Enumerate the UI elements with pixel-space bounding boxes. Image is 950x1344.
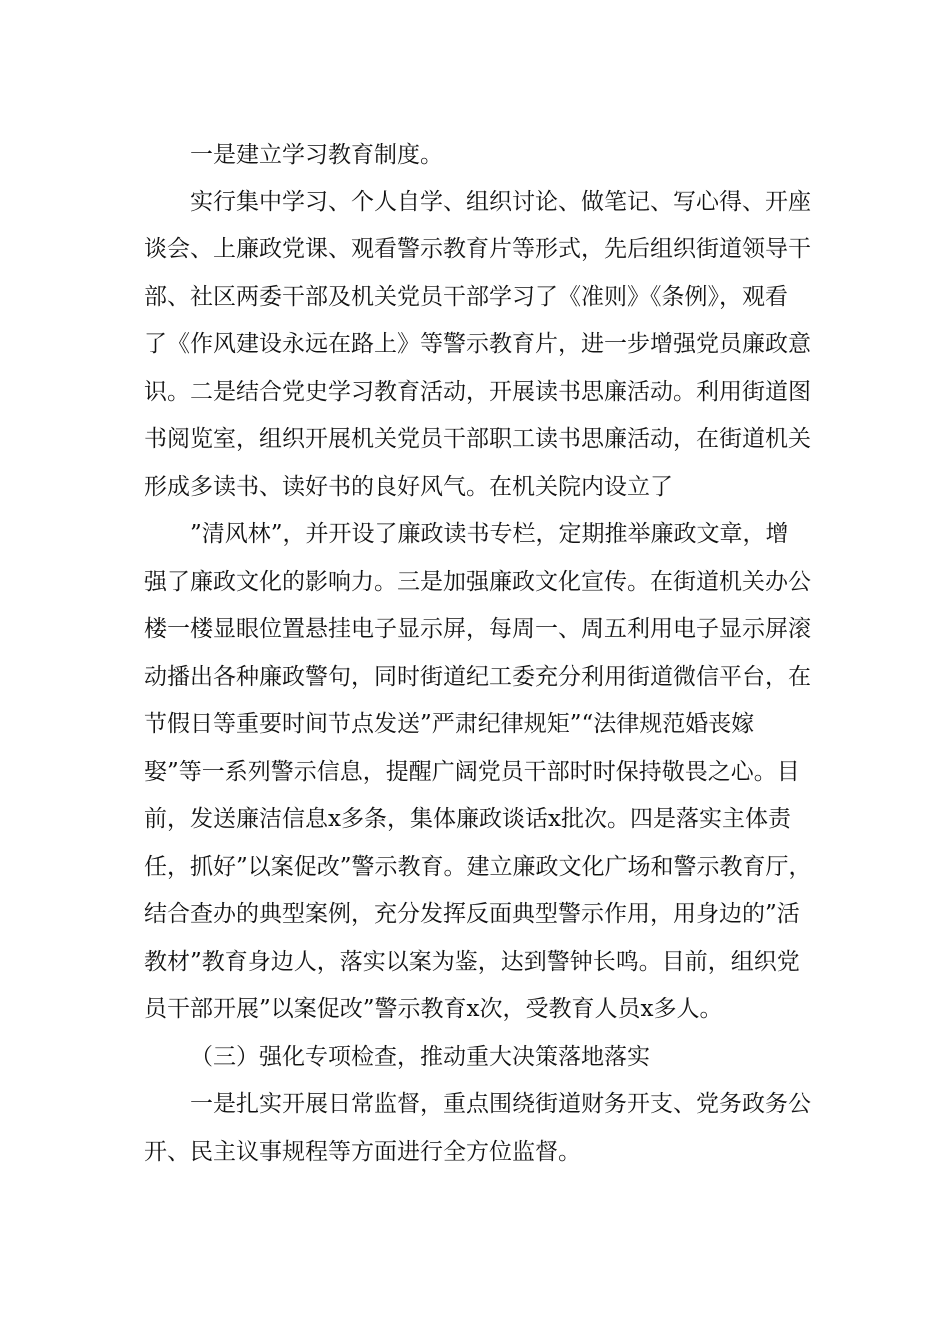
paragraph-3-line-5: 节假日等重要时间节点发送”严肃纪律规矩”“法律规范婚丧嫁	[144, 711, 755, 737]
section-heading: （三）强化专项检查，推动重大决策落地落实	[190, 1044, 650, 1070]
paragraph-3-line-6: 娶”等一系列警示信息，提醒广阔党员干部时时保持敬畏之心。目	[144, 759, 800, 785]
paragraph-3-line-2: 强了廉政文化的影响力。三是加强廉政文化宣传。在街道机关办公	[144, 569, 811, 595]
paragraph-3-line-1: ”清风林”，并开设了廉政读书专栏，定期推举廉政文章，增	[190, 521, 789, 547]
paragraph-4-line-2: 开、民主议事规程等方面进行全方位监督。	[144, 1139, 581, 1165]
paragraph-2-line-6: 书阅览室，组织开展机关党员干部职工读书思廉活动，在街道机关	[144, 426, 811, 452]
paragraph-2-line-1: 实行集中学习、个人自学、组织讨论、做笔记、写心得、开座	[190, 189, 811, 215]
paragraph-3-line-7: 前，发送廉洁信息x多条，集体廉政谈话x批次。四是落实主体责	[144, 806, 791, 832]
paragraph-3-line-11: 员干部开展”以案促改”警示教育x次，受教育人员x多人。	[144, 996, 723, 1022]
paragraph-3-line-9: 结合查办的典型案例，充分发挥反面典型警示作用，用身边的”活	[144, 901, 800, 927]
paragraph-2-line-7: 形成多读书、读好书的良好风气。在机关院内设立了	[144, 474, 673, 500]
paragraph-1-line-1: 一是建立学习教育制度。	[190, 142, 443, 168]
paragraph-2-line-3: 部、社区两委干部及机关党员干部学习了《准则》《条例》，观看	[144, 284, 788, 310]
paragraph-2-line-5: 识。二是结合党史学习教育活动，开展读书思廉活动。利用街道图	[144, 379, 811, 405]
paragraph-4-line-1: 一是扎实开展日常监督，重点围绕街道财务开支、党务政务公	[190, 1091, 811, 1117]
paragraph-2-line-4: 了《作风建设永远在路上》等警示教育片，进一步增强党员廉政意	[144, 331, 811, 357]
paragraph-3-line-8: 任，抓好”以案促改”警示教育。建立廉政文化广场和警示教育厅，	[144, 854, 812, 880]
paragraph-3-line-3: 楼一楼显眼位置悬挂电子显示屏，每周一、周五利用电子显示屏滚	[144, 616, 811, 642]
paragraph-2-line-2: 谈会、上廉政党课、观看警示教育片等形式，先后组织街道领导干	[144, 236, 811, 262]
paragraph-3-line-4: 动播出各种廉政警句，同时街道纪工委充分利用街道微信平台，在	[144, 664, 811, 690]
paragraph-3-line-10: 教材”教育身边人，落实以案为鉴，达到警钟长鸣。目前，组织党	[144, 949, 800, 975]
